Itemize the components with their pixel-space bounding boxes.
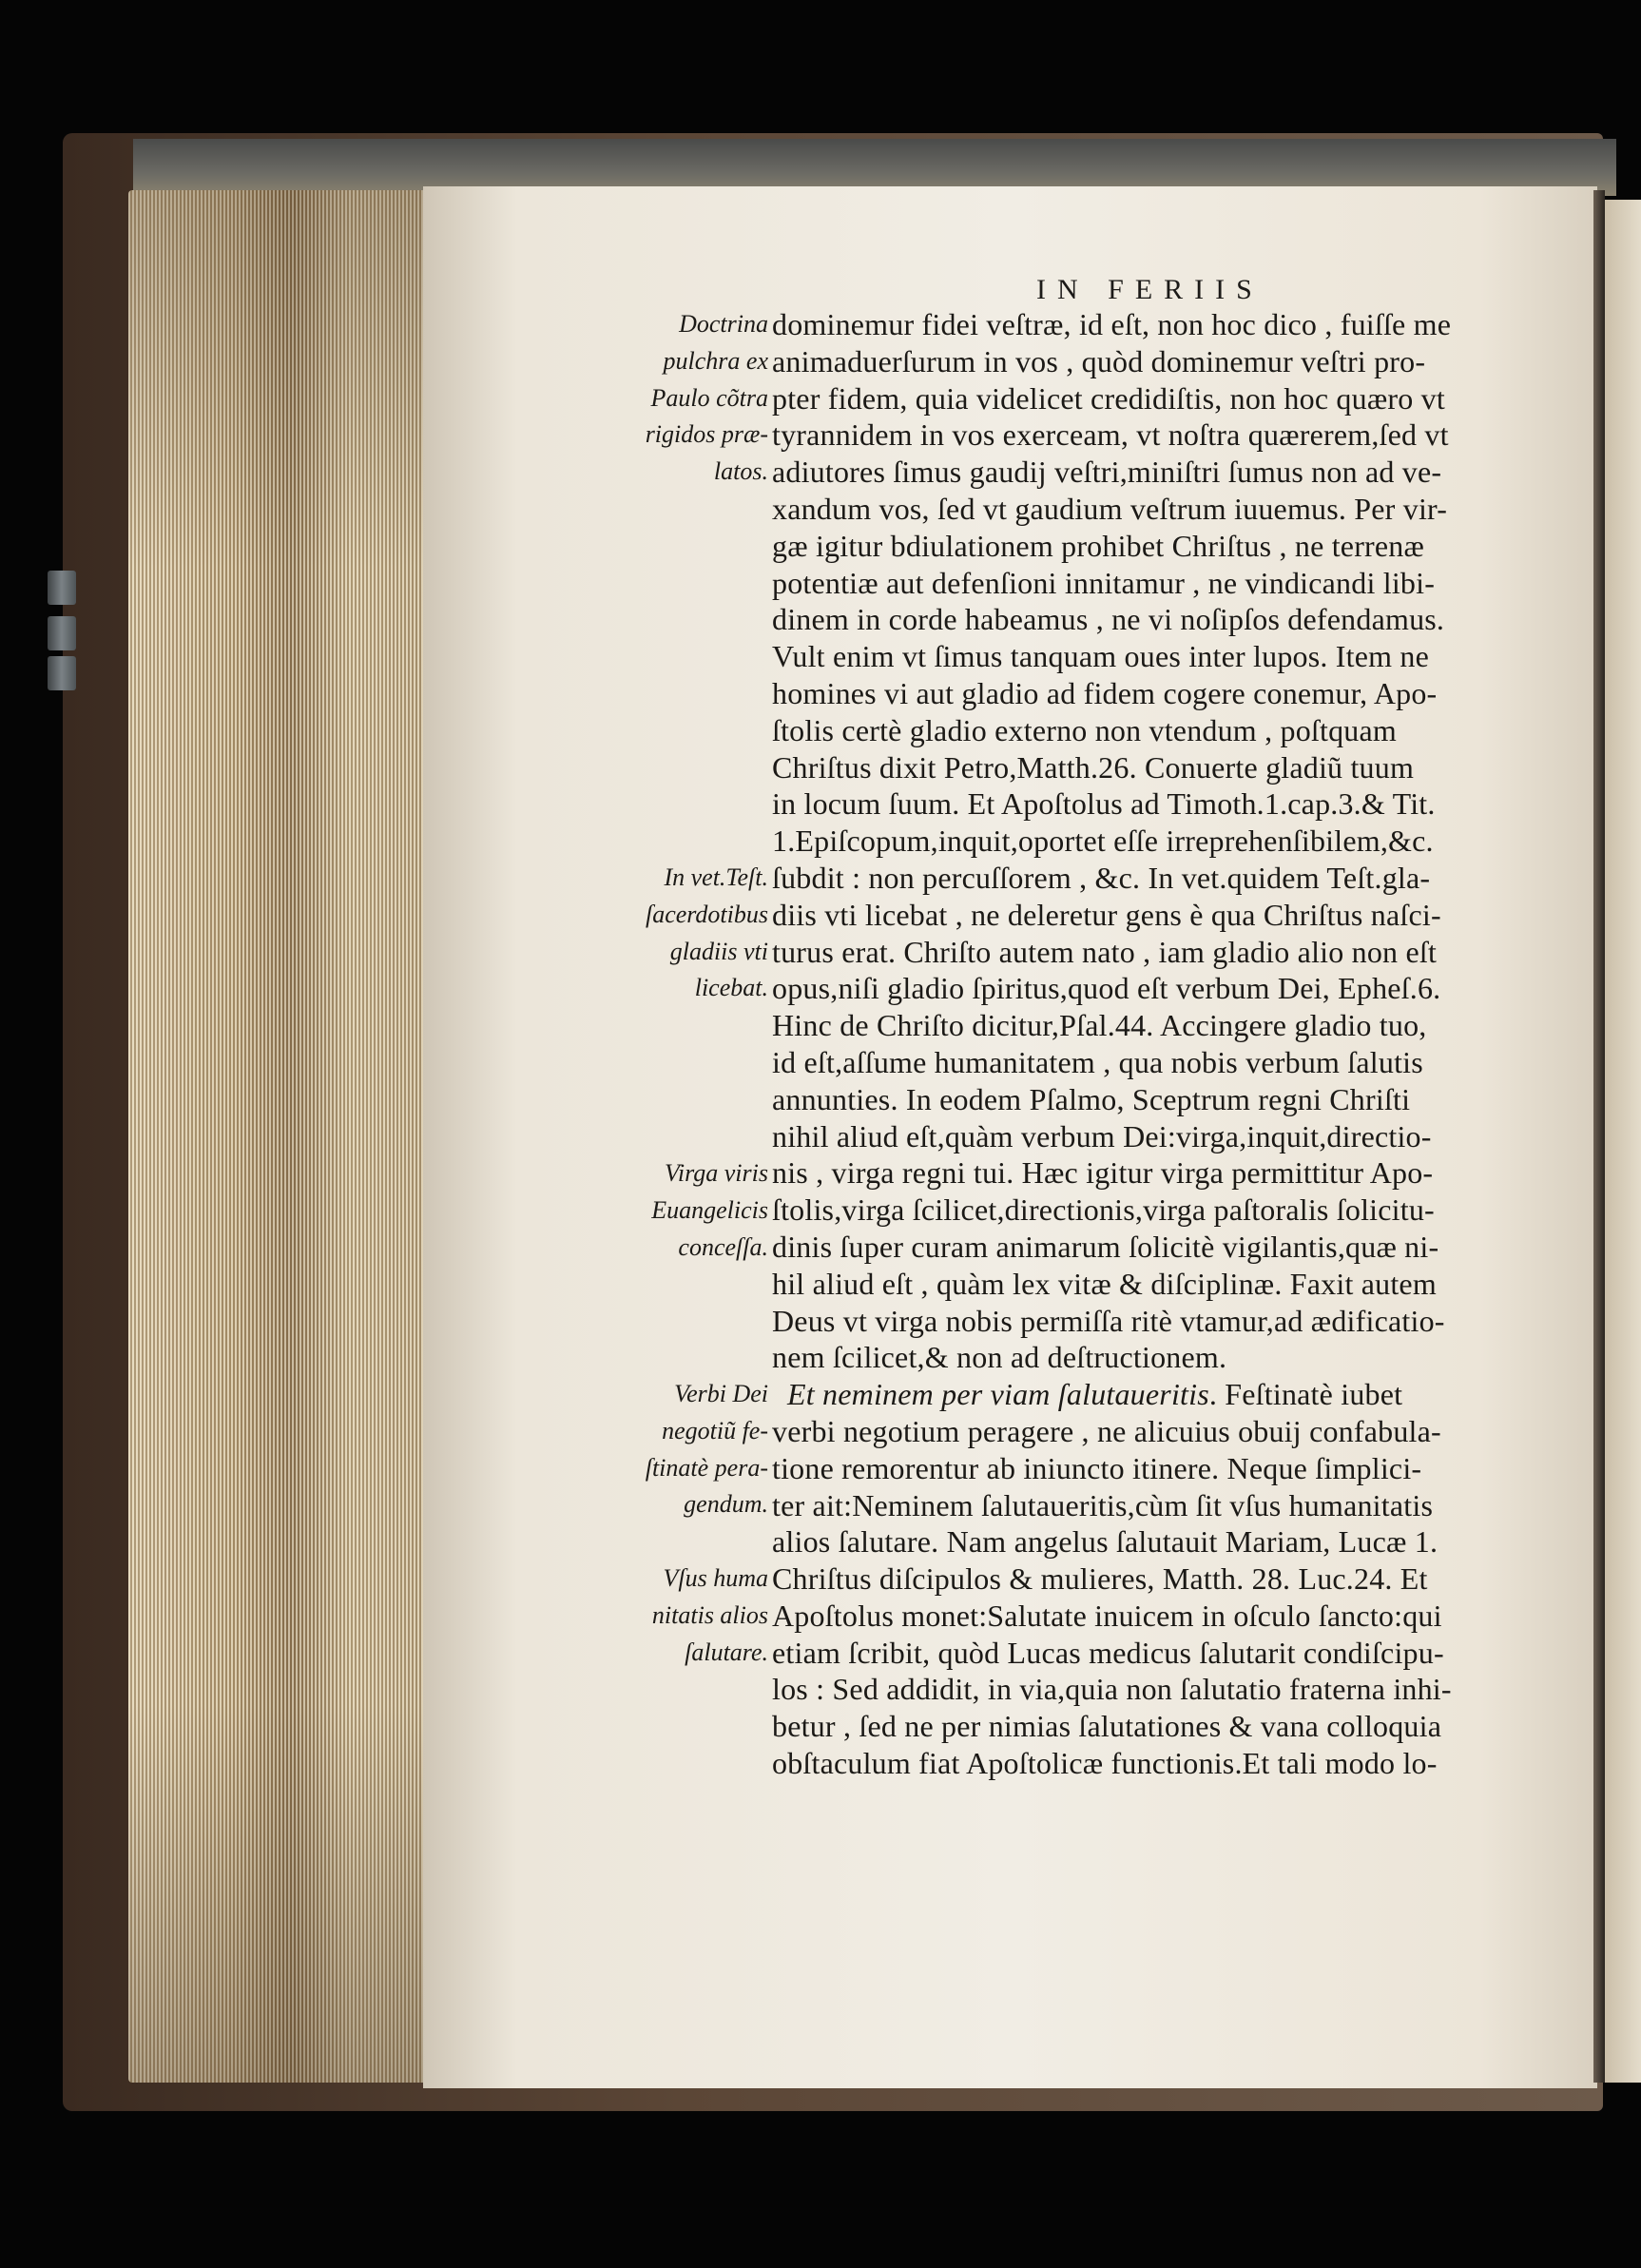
text-line: animaduerſurum in vos , quòd dominemur veſtri pro- xyxy=(772,343,1426,378)
text-line: adiutores ſimus gaudij veſtri,miniſtri ſumus non ad ve- xyxy=(772,455,1442,490)
gutter-shadow xyxy=(1593,190,1605,2083)
text-line: verbi negotium peragere , ne alicuius obuij confabula- xyxy=(772,1413,1441,1448)
margin-note-line: Paulo cõtra xyxy=(650,383,768,412)
main-text xyxy=(772,306,1552,1782)
text-line: Deus vt virga nobis permiſſa ritè vtamur,ad ædificatio- xyxy=(772,1303,1445,1338)
text-line: turus erat. Chriſto autem nato , iam gladio alio non eſt xyxy=(772,934,1438,969)
text-line: nihil aliud eſt,quàm verbum Dei:virga,inquit,directio- xyxy=(772,1118,1432,1153)
text-line: etiam ſcribit, quòd Lucas medicus ſalutarit condiſcipu- xyxy=(772,1635,1444,1670)
text-line: Hinc de Chriſto dicitur,Pſal.44. Accingere gladio tuo, xyxy=(772,1008,1427,1043)
text-line: xandum vos, ſed vt gaudium veſtrum iuuemus. Per vir- xyxy=(772,491,1448,526)
margin-note-line: ſalutare. xyxy=(685,1638,768,1666)
text-line: homines vi aut gladio ad fidem cogere conemur, Apo- xyxy=(772,675,1438,710)
margin-note-virga xyxy=(616,1155,768,1266)
margin-note-line: Verbi Dei xyxy=(674,1380,768,1407)
margin-note-usus xyxy=(616,1560,768,1671)
running-head: IN FERIIS xyxy=(1036,274,1264,305)
text-line: tyrannidem in vos exerceam, vt noſtra quærerem,ſed vt xyxy=(772,417,1449,453)
text-line: betur , ſed ne per nimias ſalutationes & vana colloquia xyxy=(772,1709,1442,1744)
margin-note-line: latos. xyxy=(713,457,768,486)
text-line: Vult enim vt ſimus tanquam oues inter lupos. Item ne xyxy=(772,639,1430,674)
text-line: in locum ſuum. Et Apoſtolus ad Timoth.1.cap.3.& Tit. xyxy=(772,786,1436,822)
text-line: annunties. In eodem Pſalmo, Sceptrum regni Chriſti xyxy=(772,1081,1411,1116)
page-block-shadow xyxy=(128,190,425,2083)
lemma-line xyxy=(772,1376,1552,1413)
text-line: tione remorentur ab iniuncto itinere. Neque ſimplici- xyxy=(772,1450,1422,1485)
margin-note-line: Vſus huma xyxy=(663,1564,768,1592)
text-line: Apoſtolus monet:Salutate inuicem in oſculo ſancto:qui xyxy=(772,1598,1442,1633)
text-line: ſtolis certè gladio externo non vtendum , poſtquam xyxy=(772,712,1397,747)
margin-note-vet-test xyxy=(616,860,768,1007)
margin-note-line: Virga viris xyxy=(664,1159,768,1187)
lemma-rest: . Feſtinatè iubet xyxy=(1208,1377,1403,1412)
margin-note-line: conceſſa. xyxy=(678,1232,768,1261)
clasp-bottom xyxy=(48,656,76,690)
text-line: obſtaculum fiat Apoſtolicæ functionis.Et tali modo lo- xyxy=(772,1746,1438,1781)
text-line: dinis ſuper curam animarum ſolicitè vigilantis,quæ ni- xyxy=(772,1229,1439,1264)
clasp-middle xyxy=(48,616,76,650)
facing-page-edge xyxy=(1605,200,1641,2083)
text-line: pter fidem, quia videlicet credidiſtis, non hoc quæro vt xyxy=(772,380,1445,416)
margin-note-line: licebat. xyxy=(694,974,768,1002)
margin-note-verbi-dei xyxy=(616,1376,768,1523)
text-line: Chriſtus diſcipulos & mulieres, Matth. 28. Luc.24. Et xyxy=(772,1561,1428,1597)
margin-note-line: gladiis vti xyxy=(669,937,768,965)
margin-note-line: pulchra ex xyxy=(663,346,768,375)
text-line: nis , virga regni tui. Hæc igitur virga permittitur Apo- xyxy=(772,1155,1434,1191)
text-line: 1.Epiſcopum,inquit,oportet eſſe irreprehenſibilem,&c. xyxy=(772,824,1434,859)
margin-note-line: ſtinatè pera- xyxy=(645,1453,768,1482)
text-line: alios ſalutare. Nam angelus ſalutauit Mariam, Lucæ 1. xyxy=(772,1524,1438,1560)
margin-note-line: In vet.Teſt. xyxy=(664,863,768,891)
margin-note-line: Doctrina xyxy=(679,310,768,338)
text-line: opus,niſi gladio ſpiritus,quod eſt verbum Dei, Epheſ.6. xyxy=(772,971,1441,1006)
lemma-italic: Et neminem per viam ſalutaueritis xyxy=(787,1377,1209,1412)
margin-note-line: negotiũ fe- xyxy=(662,1416,768,1444)
margin-note-line: nitatis alios xyxy=(651,1600,768,1629)
text-line: diis vti licebat , ne deleretur gens è qua Chriſtus naſci- xyxy=(772,897,1441,932)
margin-note-line: ſacerdotibus xyxy=(645,900,768,928)
margin-note-line: gendum. xyxy=(684,1490,768,1519)
text-line: los : Sed addidit, in via,quia non ſalutatio fraterna inhi- xyxy=(772,1672,1452,1707)
margin-note-line: Euangelicis xyxy=(651,1195,768,1224)
text-line: dinem in corde habeamus , ne vi noſipſos defendamus. xyxy=(772,602,1445,637)
clasp-top xyxy=(48,571,76,605)
margin-note-line: rigidos præ- xyxy=(645,420,768,449)
text-line: Chriſtus dixit Petro,Matth.26. Conuerte gladiũ tuum xyxy=(772,749,1415,785)
text-line: nem ſcilicet,& non ad deſtructionem. xyxy=(772,1340,1227,1375)
margin-note-doctrina xyxy=(616,306,768,491)
text-line: ter ait:Neminem ſalutaueritis,cùm ſit vſus humanitatis xyxy=(772,1487,1434,1522)
text-line: hil aliud eſt , quàm lex vitæ & diſciplinæ. Faxit autem xyxy=(772,1266,1437,1301)
text-line: dominemur fidei veſtræ, id eſt, non hoc dico , fuiſſe me xyxy=(772,307,1452,341)
text-line: ſtolis,virga ſcilicet,directionis,virga paſtoralis ſolicitu- xyxy=(772,1192,1435,1228)
text-line: potentiæ aut defenſioni innitamur , ne vindicandi libi- xyxy=(772,565,1436,600)
text-line: gæ igitur bdiulationem prohibet Chriſtus , ne terrenæ xyxy=(772,528,1425,563)
text-line: ſubdit : non percuſſorem , &c. In vet.quidem Teſt.gla- xyxy=(772,860,1431,895)
text-line: id eſt,aſſume humanitatem , qua nobis verbum ſalutis xyxy=(772,1044,1423,1079)
